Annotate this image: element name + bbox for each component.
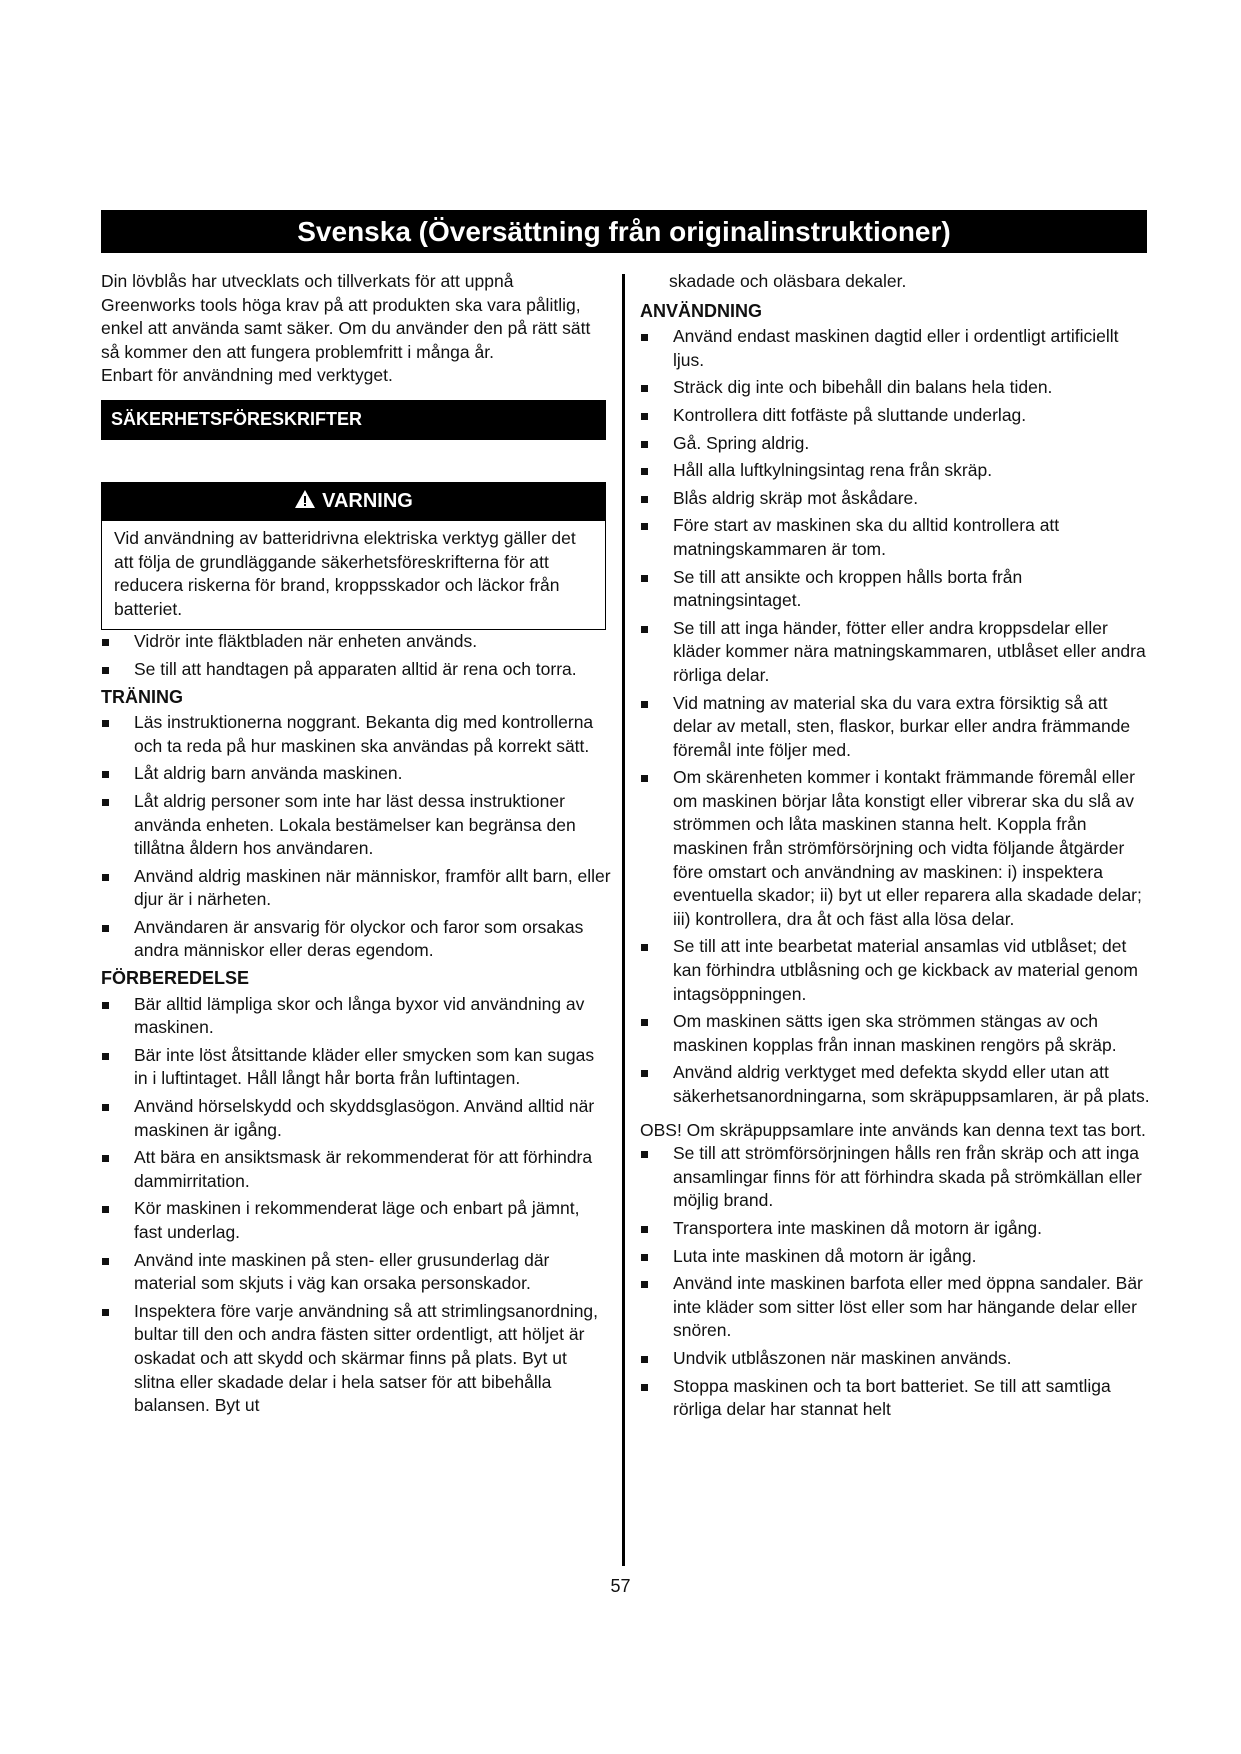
safety-heading: SÄKERHETSFÖRESKRIFTER xyxy=(101,400,606,440)
continuation-text: skadade och oläsbara dekaler. xyxy=(669,271,907,291)
warning-text: Vid användning av batteridrivna elektriska verktyg gäller det att följa de grundläggande säkerhetsföreskrifterna för att reducera riskerna för brand, kroppsskador och läckor från batteriet. xyxy=(114,527,576,619)
usage-more-list xyxy=(640,1142,1150,1422)
list-item: Använd aldrig verktyget med defekta skydd eller utan att säkerhetsanordningarna, som skräpuppsamlaren, är på plats. xyxy=(640,1061,1150,1108)
list-item: Se till att inga händer, fötter eller andra kroppsdelar eller kläder kommer nära matningskammaren, utblåset eller andra rörliga delar. xyxy=(640,617,1150,688)
list-item: Se till att ansikte och kroppen hålls borta från matningsintaget. xyxy=(640,566,1150,613)
list-item: Sträck dig inte och bibehåll din balans hela tiden. xyxy=(640,376,1150,400)
list-item: Användaren är ansvarig för olyckor och faror som orsakas andra människor eller deras egendom. xyxy=(101,916,611,963)
list-item: Vid matning av material ska du vara extra försiktig så att delar av metall, sten, flaskor, burkar eller andra främmande föremål inte följer med. xyxy=(640,692,1150,763)
training-list xyxy=(101,711,611,963)
list-item: Låt aldrig personer som inte har läst dessa instruktioner använda enheten. Lokala bestämelser kan begränsa den tillåtna åldern hos användaren. xyxy=(101,790,611,861)
list-item: Använd inte maskinen barfota eller med öppna sandaler. Bär inte kläder som sitter löst eller som har hängande delar eller snören. xyxy=(640,1272,1150,1343)
list-item: Se till att handtagen på apparaten alltid är rena och torra. xyxy=(101,658,611,682)
list-item: Låt aldrig barn använda maskinen. xyxy=(101,762,611,786)
warning-header xyxy=(102,483,605,521)
warning-box xyxy=(101,482,606,630)
page-title: Svenska (Översättning från originalinstruktioner) xyxy=(101,210,1147,253)
usage-list xyxy=(640,325,1150,1108)
list-item: Använd aldrig maskinen när människor, framför allt barn, eller djur är i närheten. xyxy=(101,865,611,912)
list-item: Undvik utblåszonen när maskinen används. xyxy=(640,1347,1150,1371)
list-item: Läs instruktionerna noggrant. Bekanta dig med kontrollerna och ta reda på hur maskinen ska användas på korrekt sätt. xyxy=(101,711,611,758)
list-item: Om maskinen sätts igen ska strömmen stängas av och maskinen kopplas från innan maskinen rengörs på skräp. xyxy=(640,1010,1150,1057)
general-list xyxy=(101,630,611,681)
intro-note: Enbart för användning med verktyget. xyxy=(101,365,393,386)
list-item: Gå. Spring aldrig. xyxy=(640,432,1150,456)
list-item: Transportera inte maskinen då motorn är igång. xyxy=(640,1217,1150,1241)
usage-heading: ANVÄNDNING xyxy=(640,300,763,321)
list-item: Stoppa maskinen och ta bort batteriet. Se till att samtliga rörliga delar har stannat helt xyxy=(640,1375,1150,1422)
intro-paragraph: Din lövblås har utvecklats och tillverkats för att uppnå Greenworks tools höga krav på att produkten ska vara pålitlig, enkel att använda samt säker. Om du använder den på rätt sätt så kommer den att fungera problemfritt i många år. xyxy=(101,271,591,362)
list-item: Om skärenheten kommer i kontakt främmande föremål eller om maskinen börjar låta konstigt eller vibrerar ska du slå av strömmen och låta maskinen stanna helt. Koppla från maskinen från strömförsörjning och vidta följande åtgärder före omstart och användning av maskinen: i) inspektera eventuella skador; ii) byt ut eller reparera alla skadade delar; iii) kontrollera, dra åt och fäst alla lösa delar. xyxy=(640,766,1150,931)
list-item: Vidrör inte fläktbladen när enheten används. xyxy=(101,630,611,654)
list-item: Kör maskinen i rekommenderat läge och enbart på jämnt, fast underlag. xyxy=(101,1197,611,1244)
column-divider xyxy=(622,274,625,1566)
list-item: Bär inte löst åtsittande kläder eller smycken som kan sugas in i luftintaget. Håll långt hår borta från luftintagen. xyxy=(101,1044,611,1091)
warning-title: VARNING xyxy=(322,490,413,513)
obs-note: OBS! Om skräpuppsamlare inte används kan denna text tas bort. xyxy=(640,1119,1146,1140)
list-item: Använd hörselskydd och skyddsglasögon. Använd alltid när maskinen är igång. xyxy=(101,1095,611,1142)
warning-triangle-icon xyxy=(294,489,316,516)
list-item: Att bära en ansiktsmask är rekommenderat för att förhindra dammirritation. xyxy=(101,1146,611,1193)
list-item: Använd endast maskinen dagtid eller i ordentligt artificiellt ljus. xyxy=(640,325,1150,372)
list-item: Se till att strömförsörjningen hålls ren från skräp och att inga ansamlingar finns för att förhindra skada på strömkällan eller möjlig brand. xyxy=(640,1142,1150,1213)
list-item: Håll alla luftkylningsintag rena från skräp. xyxy=(640,459,1150,483)
list-item: Bär alltid lämpliga skor och långa byxor vid användning av maskinen. xyxy=(101,993,611,1040)
left-column xyxy=(101,270,611,1422)
page-number: 57 xyxy=(610,1576,631,1596)
training-heading: TRÄNING xyxy=(101,686,183,707)
list-item: Luta inte maskinen då motorn är igång. xyxy=(640,1245,1150,1269)
list-item: Använd inte maskinen på sten- eller grusunderlag där material som skjuts i väg kan orsaka personskador. xyxy=(101,1249,611,1296)
list-item: Inspektera före varje användning så att strimlingsanordning, bultar till den och andra fästen sitter ordentligt, att höljet är oskadat och att skydd och skärmar finns på plats. Byt ut slitna eller skadade delar i hela satser för att bibehålla balansen. Byt ut xyxy=(101,1300,611,1418)
list-item: Före start av maskinen ska du alltid kontrollera att matningskammaren är tom. xyxy=(640,514,1150,561)
right-column xyxy=(640,270,1150,1426)
list-item: Kontrollera ditt fotfäste på sluttande underlag. xyxy=(640,404,1150,428)
list-item: Blås aldrig skräp mot åskådare. xyxy=(640,487,1150,511)
preparation-list xyxy=(101,993,611,1418)
preparation-heading: FÖRBEREDELSE xyxy=(101,968,250,989)
list-item: Se till att inte bearbetat material ansamlas vid utblåset; det kan förhindra utblåsning och ge kickback av material genom intagsöppningen. xyxy=(640,935,1150,1006)
